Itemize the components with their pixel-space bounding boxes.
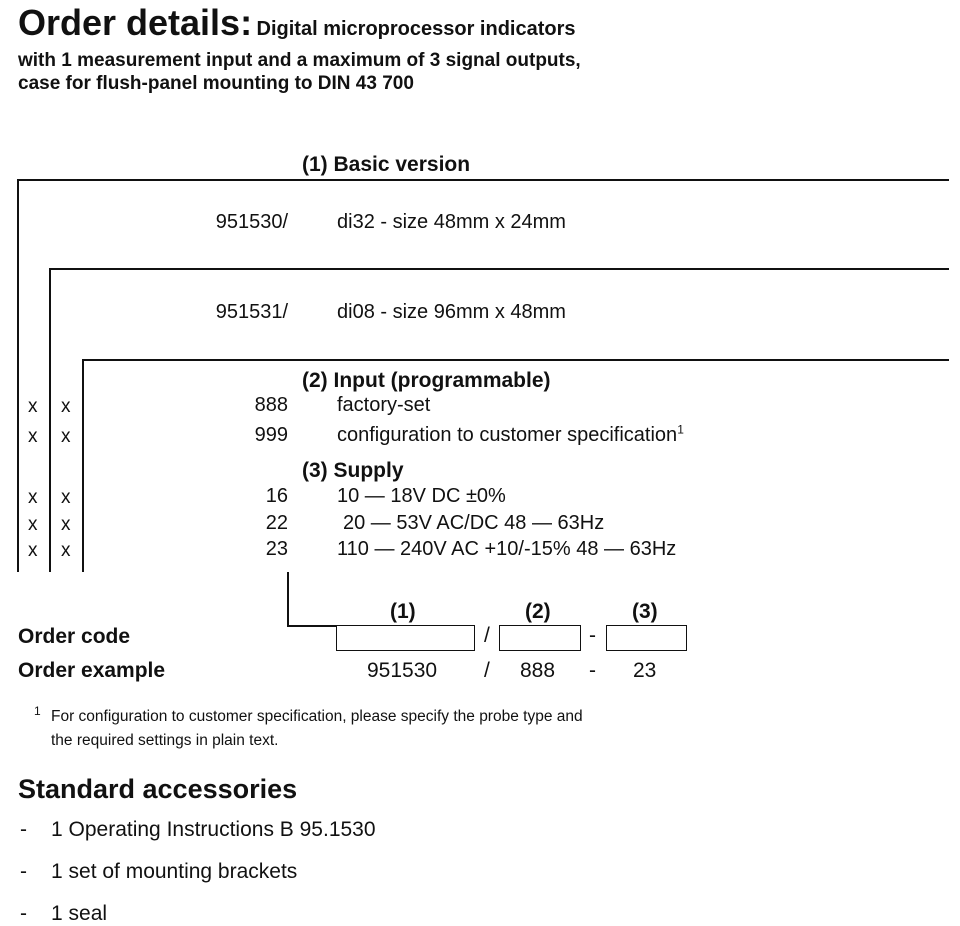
supply-row-2-desc: 20 — 53V AC/DC 48 — 63Hz (343, 512, 605, 534)
bracket-line-1 (17, 179, 949, 181)
title-subtitle: Digital microprocessor indicators (256, 18, 576, 40)
input-row-2-desc (337, 424, 684, 447)
footnote-line-2: the required settings in plain text. (51, 732, 279, 749)
supply-row-1-code: 16 (265, 485, 288, 507)
order-example-value-2: 888 (520, 659, 556, 682)
order-example-value-3: 23 (633, 659, 657, 682)
order-example-sep-1: / (484, 659, 490, 682)
input-row-1-desc: factory-set (337, 394, 431, 416)
accessory-item-2: 1 set of mounting brackets (51, 860, 298, 883)
footnote-mark: 1 (34, 704, 41, 718)
input-heading: (2) Input (programmable) (302, 369, 551, 392)
input-row-2-mark-2: x (61, 426, 71, 447)
order-example-value-1: 951530 (367, 659, 438, 682)
input-row-2-mark-1: x (28, 426, 38, 447)
accessories-title: Standard accessories (18, 774, 298, 804)
order-col-3-label: (3) (632, 600, 658, 623)
supply-row-3-desc: 110 — 240V AC +10/-15% 48 — 63Hz (337, 538, 677, 560)
input-row-1-mark-2: x (61, 396, 71, 417)
basic-code-2: 951531/ (215, 301, 288, 323)
order-code-sep-1: / (484, 624, 490, 647)
accessory-bullet-2: - (20, 860, 27, 883)
basic-version-heading: (1) Basic version (302, 153, 471, 176)
subtitle-line-3: case for flush-panel mounting to DIN 43 700 (18, 73, 414, 94)
bracket-line-3 (82, 359, 949, 361)
input-row-1-code: 888 (254, 394, 288, 416)
order-col-2-label: (2) (525, 600, 551, 623)
order-code-box-1[interactable] (336, 625, 475, 651)
order-example-label: Order example (18, 659, 166, 682)
bracket-vertical-3 (82, 359, 84, 572)
basic-desc-1: di32 - size 48mm x 24mm (337, 211, 566, 233)
supply-row-3-mark-1: x (28, 540, 38, 561)
order-code-label: Order code (18, 625, 131, 648)
order-code-box-3[interactable] (606, 625, 687, 651)
bracket-vertical-1 (17, 179, 19, 572)
footnote-ref: 1 (677, 422, 684, 437)
supply-row-1-mark-1: x (28, 487, 38, 508)
supply-row-2-code: 22 (265, 512, 288, 534)
accessory-item-1: 1 Operating Instructions B 95.1530 (51, 818, 376, 841)
title-main: Order details: (18, 2, 253, 43)
accessory-bullet-1: - (20, 818, 27, 841)
input-row-1-mark-1: x (28, 396, 38, 417)
page-title (18, 2, 576, 44)
connector-vertical (287, 572, 289, 626)
order-example-sep-2: - (589, 659, 596, 682)
supply-row-3-mark-2: x (61, 540, 71, 561)
accessory-bullet-3: - (20, 902, 27, 925)
bracket-line-2 (49, 268, 949, 270)
accessory-item-3: 1 seal (51, 902, 108, 925)
connector-horizontal (287, 625, 336, 627)
basic-code-1: 951530/ (215, 211, 288, 233)
footnote-line-1: For configuration to customer specification, please specify the probe type and (51, 708, 583, 725)
bracket-vertical-2 (49, 268, 51, 572)
order-col-1-label: (1) (390, 600, 416, 623)
supply-row-1-mark-2: x (61, 487, 71, 508)
supply-heading: (3) Supply (302, 459, 404, 482)
order-code-sep-2: - (589, 624, 596, 647)
supply-row-3-code: 23 (265, 538, 288, 560)
supply-row-2-mark-1: x (28, 514, 38, 535)
order-code-box-2[interactable] (499, 625, 581, 651)
basic-desc-2: di08 - size 96mm x 48mm (337, 301, 566, 323)
subtitle-line-2: with 1 measurement input and a maximum of 3 signal outputs, (18, 50, 581, 71)
input-row-2-desc-text: configuration to customer specification (337, 424, 678, 446)
supply-row-2-mark-2: x (61, 514, 71, 535)
input-row-2-code: 999 (254, 424, 288, 446)
supply-row-1-desc: 10 — 18V DC ±0% (337, 485, 506, 507)
